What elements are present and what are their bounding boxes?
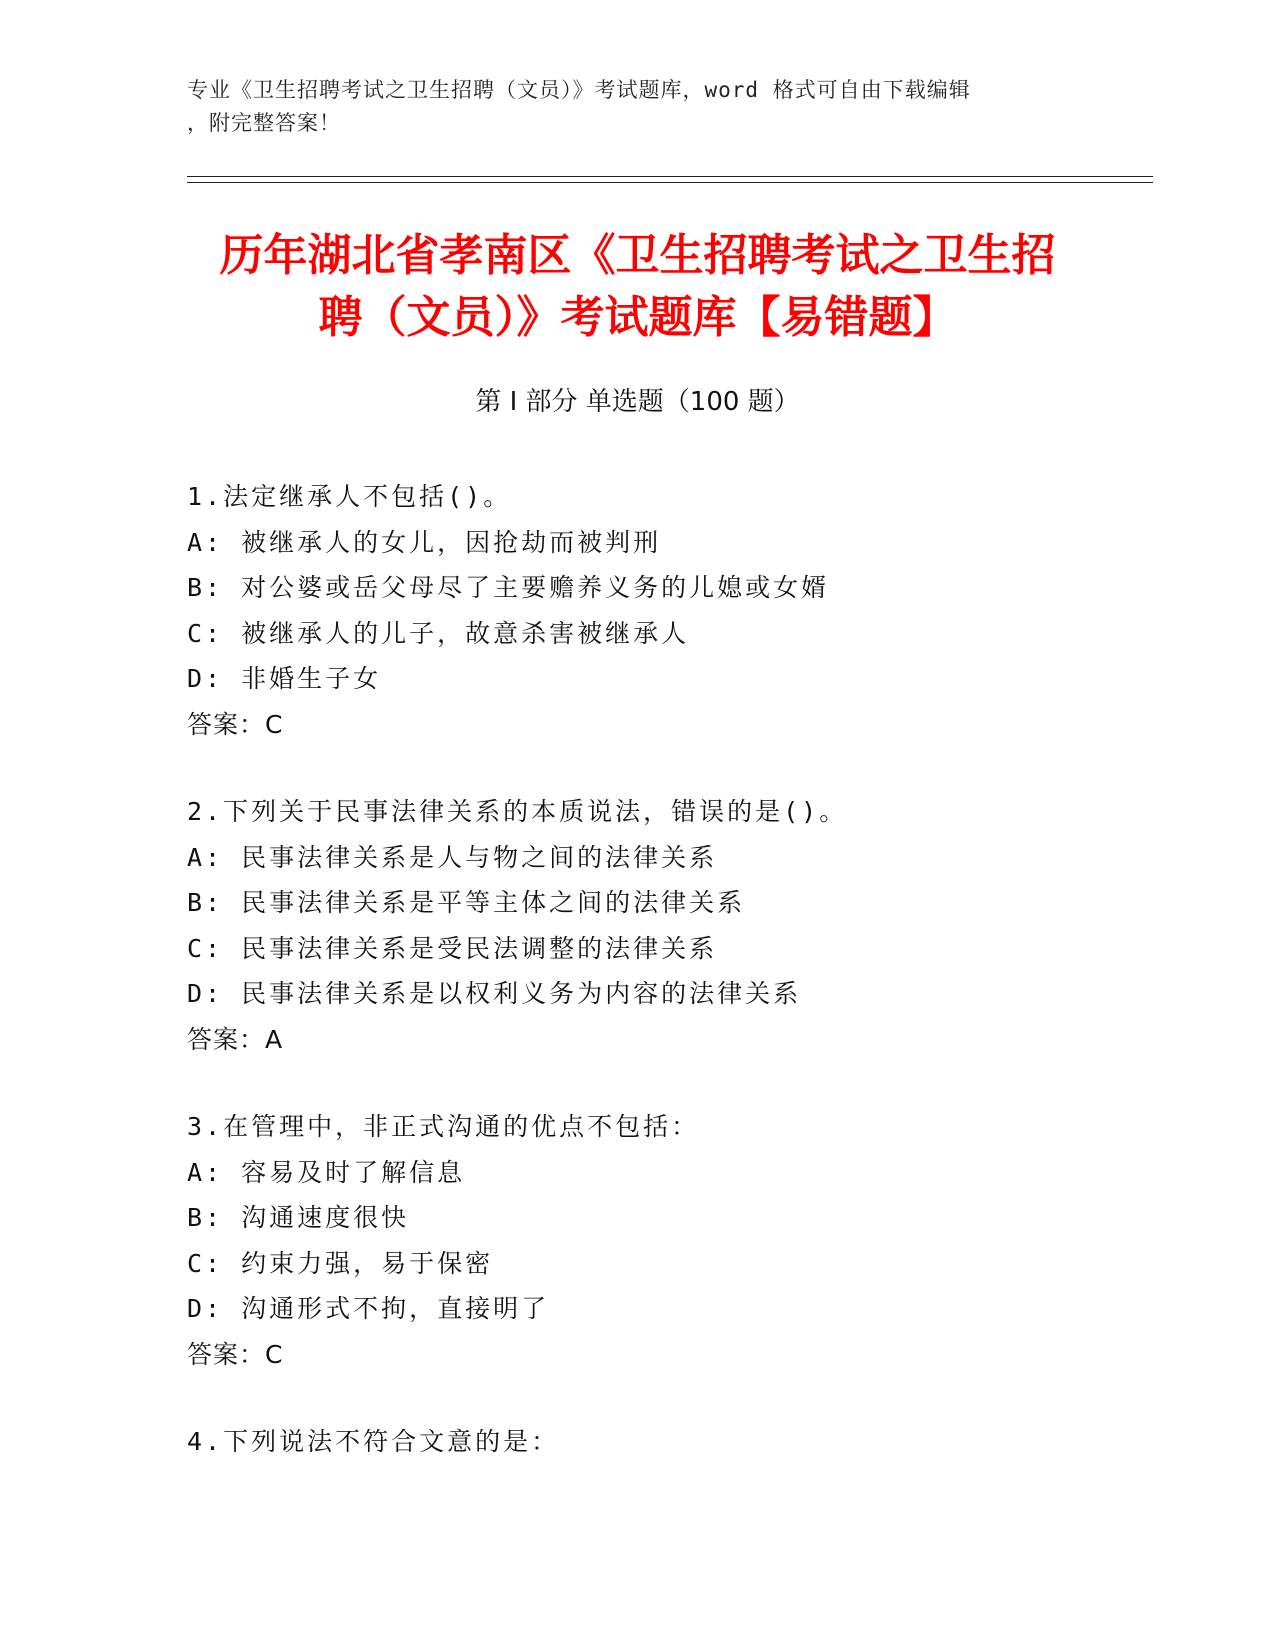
question-4: [187, 1419, 1147, 1465]
header-divider-top: [187, 176, 1153, 177]
header-note-line-2: ，附完整答案！: [187, 111, 341, 135]
answer-label: 答案：A: [187, 1024, 284, 1054]
question-1: [187, 474, 1147, 747]
question-list: [187, 474, 1147, 1507]
option-b: B: 对公婆或岳父母尽了主要赡养义务的儿媳或女婿: [187, 573, 830, 602]
option-b: B: 沟通速度很快: [187, 1203, 410, 1232]
question-2: [187, 789, 1147, 1062]
question-stem: 4.下列说法不符合文意的是：: [187, 1427, 560, 1456]
answer-label: 答案：C: [187, 709, 284, 739]
question-stem: 1.法定继承人不包括()。: [187, 482, 512, 511]
option-a: A: 容易及时了解信息: [187, 1157, 466, 1187]
option-c: C: 约束力强，易于保密: [187, 1248, 494, 1278]
document-title-line-1: 历年湖北省孝南区《卫生招聘考试之卫生招: [219, 230, 1056, 281]
option-a: A: 被继承人的女儿，因抢劫而被判刑: [187, 527, 662, 557]
option-b: B: 民事法律关系是平等主体之间的法律关系: [187, 888, 746, 917]
option-a: A: 民事法律关系是人与物之间的法律关系: [187, 842, 718, 872]
document-title-line-2: 聘（文员）》考试题库【易错题】: [318, 292, 957, 343]
answer-label: 答案：C: [187, 1339, 284, 1369]
section-heading: 第 I 部分 单选题（100 题）: [475, 387, 800, 417]
header-divider-bottom: [187, 182, 1153, 183]
question-stem: 3.在管理中，非正式沟通的优点不包括：: [187, 1112, 700, 1141]
document-header-note: [187, 74, 1067, 140]
question-3: [187, 1104, 1147, 1377]
option-c: C: 民事法律关系是受民法调整的法律关系: [187, 933, 718, 963]
option-d: D: 民事法律关系是以权利义务为内容的法律关系: [187, 979, 802, 1008]
option-d: D: 非婚生子女: [187, 664, 382, 693]
question-stem: 2.下列关于民事法律关系的本质说法，错误的是()。: [187, 797, 848, 826]
header-note-line-1: 专业《卫生招聘考试之卫生招聘（文员）》考试题库，word 格式可自由下载编辑: [187, 78, 971, 102]
option-d: D: 沟通形式不拘，直接明了: [187, 1294, 550, 1323]
option-c: C: 被继承人的儿子，故意杀害被继承人: [187, 618, 690, 648]
document-title: [150, 225, 1125, 349]
